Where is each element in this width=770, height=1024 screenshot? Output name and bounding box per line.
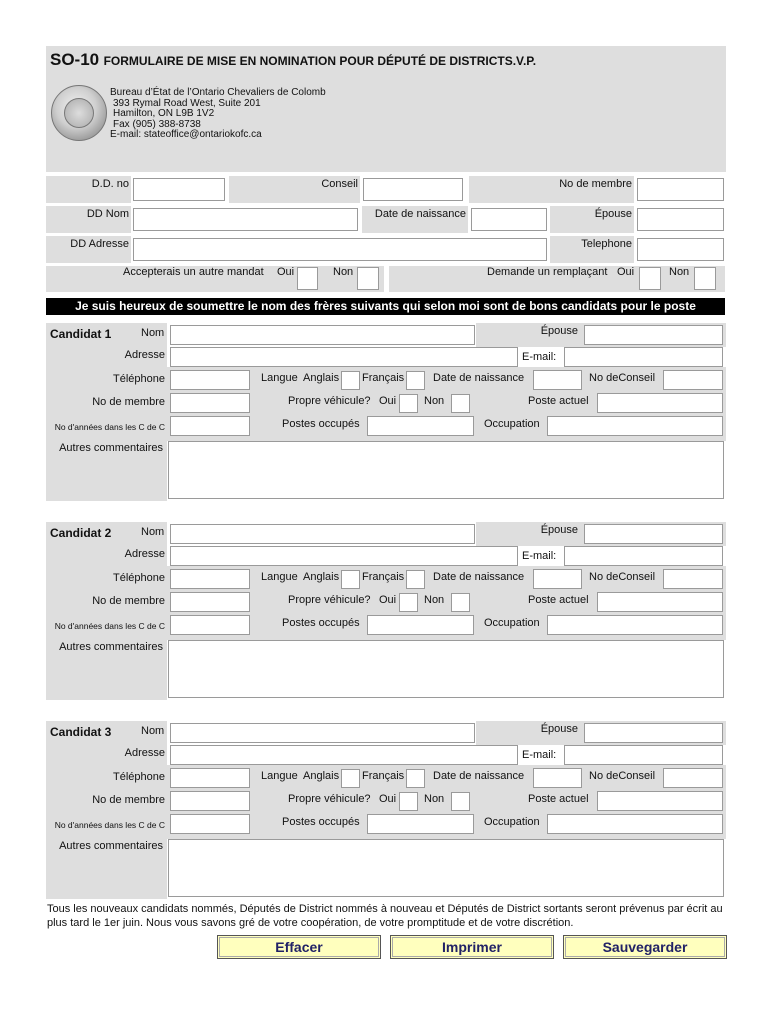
langue-label: Langue xyxy=(261,571,298,583)
vehicule-label: Propre véhicule? xyxy=(288,395,371,407)
no-conseil-label: No deConseil xyxy=(589,372,656,384)
vehicule-non-label: Non xyxy=(424,594,445,606)
adresse-label: Adresse xyxy=(124,548,165,560)
candidate-email-field[interactable] xyxy=(564,745,723,765)
save-button[interactable]: Sauvegarder xyxy=(563,935,727,959)
francais-checkbox[interactable] xyxy=(406,769,425,788)
candidate-occupation-field[interactable] xyxy=(547,615,723,635)
candidate-date-field[interactable] xyxy=(533,569,582,589)
candidate-conseil-field[interactable] xyxy=(663,569,723,589)
commentaires-label: Autres commentaires xyxy=(59,840,163,852)
vehicule-oui-checkbox[interactable] xyxy=(399,394,418,413)
candidate-adresse-field[interactable] xyxy=(170,347,518,367)
address-line: Bureau d’État de l’Ontario Chevaliers de Colomb xyxy=(110,87,326,98)
conseil-field[interactable] xyxy=(363,178,463,201)
email-label: E-mail: xyxy=(522,351,557,363)
annees-label: No d'années dans les C de C xyxy=(54,422,165,432)
anglais-label: Anglais xyxy=(303,770,340,782)
vehicule-oui-label: Oui xyxy=(379,793,397,805)
candidate-poste-field[interactable] xyxy=(597,393,723,413)
dd-nom-label: DD Nom xyxy=(86,208,129,220)
demande-non-label: Non xyxy=(669,266,690,278)
nom-label: Nom xyxy=(141,725,165,737)
dd-epouse-field[interactable] xyxy=(637,208,724,231)
candidate-membre-field[interactable] xyxy=(170,791,250,811)
postes-occupes-label: Postes occupés xyxy=(282,418,360,430)
candidate-annees-field[interactable] xyxy=(170,814,250,834)
epouse-label: Épouse xyxy=(540,723,578,735)
annees-label: No d'années dans les C de C xyxy=(54,820,165,830)
dd-nom-field[interactable] xyxy=(133,208,358,231)
anglais-checkbox[interactable] xyxy=(341,769,360,788)
dd-membre-label: No de membre xyxy=(559,178,632,190)
vehicule-non-checkbox[interactable] xyxy=(451,792,470,811)
clear-button[interactable]: Effacer xyxy=(217,935,381,959)
accepterais-non-checkbox[interactable] xyxy=(357,267,379,290)
date-naissance-label: Date de naissance xyxy=(433,571,525,583)
candidate-date-field[interactable] xyxy=(533,370,582,390)
candidate-occupation-field[interactable] xyxy=(547,416,723,436)
council-seal-icon xyxy=(51,85,107,141)
candidate-poste-field[interactable] xyxy=(597,791,723,811)
nom-label: Nom xyxy=(141,327,165,339)
accepterais-oui-checkbox[interactable] xyxy=(297,267,318,290)
email-label: E-mail: xyxy=(522,749,557,761)
no-membre-label: No de membre xyxy=(92,396,165,408)
dd-date-label: Date de naissance xyxy=(374,208,466,220)
francais-label: Français xyxy=(362,770,405,782)
candidate-nom-field[interactable] xyxy=(170,524,475,544)
poste-actuel-label: Poste actuel xyxy=(528,594,589,606)
francais-label: Français xyxy=(362,571,405,583)
francais-label: Français xyxy=(362,372,405,384)
dd-no-label: D.D. no xyxy=(91,178,129,190)
candidate-epouse-field[interactable] xyxy=(584,524,723,544)
vehicule-non-checkbox[interactable] xyxy=(451,593,470,612)
candidate-telephone-field[interactable] xyxy=(170,370,250,390)
langue-label: Langue xyxy=(261,372,298,384)
dd-adresse-field[interactable] xyxy=(133,238,547,261)
candidate-membre-field[interactable] xyxy=(170,592,250,612)
dd-no-field[interactable] xyxy=(133,178,225,201)
no-conseil-label: No deConseil xyxy=(589,770,656,782)
dd-epouse-label: Épouse xyxy=(594,208,632,220)
anglais-checkbox[interactable] xyxy=(341,371,360,390)
no-conseil-label: No deConseil xyxy=(589,571,656,583)
demande-oui-checkbox[interactable] xyxy=(639,267,661,290)
candidate-postes-field[interactable] xyxy=(367,615,474,635)
vehicule-label: Propre véhicule? xyxy=(288,594,371,606)
candidate-nom-field[interactable] xyxy=(170,723,475,743)
poste-actuel-label: Poste actuel xyxy=(528,793,589,805)
vehicule-oui-label: Oui xyxy=(379,594,397,606)
date-naissance-label: Date de naissance xyxy=(433,372,525,384)
anglais-checkbox[interactable] xyxy=(341,570,360,589)
anglais-label: Anglais xyxy=(303,372,340,384)
candidate-conseil-field[interactable] xyxy=(663,370,723,390)
postes-occupes-label: Postes occupés xyxy=(282,816,360,828)
commentaires-label: Autres commentaires xyxy=(59,641,163,653)
candidate-title: Candidat 1 xyxy=(50,327,112,341)
dd-membre-field[interactable] xyxy=(637,178,724,201)
address-line: E-mail: stateoffice@ontariokofc.ca xyxy=(110,129,262,140)
epouse-label: Épouse xyxy=(540,325,578,337)
office-address xyxy=(110,88,326,141)
candidate-membre-field[interactable] xyxy=(170,393,250,413)
demande-label: Demande un remplaçant xyxy=(487,266,608,278)
vehicule-oui-checkbox[interactable] xyxy=(399,792,418,811)
candidate-epouse-field[interactable] xyxy=(584,325,723,345)
adresse-label: Adresse xyxy=(124,747,165,759)
vehicule-oui-label: Oui xyxy=(379,395,397,407)
candidate-date-field[interactable] xyxy=(533,768,582,788)
francais-checkbox[interactable] xyxy=(406,570,425,589)
dd-date-field[interactable] xyxy=(471,208,547,231)
accepterais-label: Accepterais un autre mandat xyxy=(123,266,264,278)
demande-oui-label: Oui xyxy=(617,266,635,278)
candidate-epouse-field[interactable] xyxy=(584,723,723,743)
form-code: SO-10 xyxy=(50,50,100,69)
dd-adresse-label: DD Adresse xyxy=(70,238,129,250)
francais-checkbox[interactable] xyxy=(406,371,425,390)
candidate-title: Candidat 3 xyxy=(50,725,112,739)
form-title-text: FORMULAIRE DE MISE EN NOMINATION POUR DÉPUTÉ DE DISTRICTS.V.P. xyxy=(103,54,537,68)
candidate-nom-field[interactable] xyxy=(170,325,475,345)
occupation-label: Occupation xyxy=(484,617,540,629)
candidate-conseil-field[interactable] xyxy=(663,768,723,788)
form-title xyxy=(50,50,536,70)
candidate-commentaires-field[interactable] xyxy=(168,640,724,698)
poste-actuel-label: Poste actuel xyxy=(528,395,589,407)
print-button[interactable]: Imprimer xyxy=(390,935,554,959)
candidate-email-field[interactable] xyxy=(564,546,723,566)
candidate-annees-field[interactable] xyxy=(170,416,250,436)
accepterais-non-label: Non xyxy=(333,266,354,278)
conseil-label: Conseil xyxy=(321,178,358,190)
candidate-telephone-field[interactable] xyxy=(170,768,250,788)
candidate-email-field[interactable] xyxy=(564,347,723,367)
instruction-banner: Je suis heureux de soumettre le nom des frères suivants qui selon moi sont de bons candidats pour le poste xyxy=(46,298,725,315)
accepterais-oui-label: Oui xyxy=(277,266,295,278)
vehicule-label: Propre véhicule? xyxy=(288,793,371,805)
candidate-title: Candidat 2 xyxy=(50,526,112,540)
candidate-adresse-field[interactable] xyxy=(170,546,518,566)
notice-text: Tous les nouveaux candidats nommés, Députés de District nommés à nouveau et Députés de District sortants seront prévenus par écrit au plus tard le 1er juin. Nous vous savons gré de votre coopération, de votre promptitude et de votre discrétion. xyxy=(47,903,723,929)
adresse-label: Adresse xyxy=(124,349,165,361)
demande-non-checkbox[interactable] xyxy=(694,267,716,290)
candidate-occupation-field[interactable] xyxy=(547,814,723,834)
email-label: E-mail: xyxy=(522,550,557,562)
vehicule-non-checkbox[interactable] xyxy=(451,394,470,413)
telephone-label: Téléphone xyxy=(113,572,165,584)
vehicule-non-label: Non xyxy=(424,793,445,805)
candidate-commentaires-field[interactable] xyxy=(168,441,724,499)
address-line: Hamilton, ON L9B 1V2 xyxy=(113,108,215,119)
candidate-postes-field[interactable] xyxy=(367,416,474,436)
telephone-label: Téléphone xyxy=(113,771,165,783)
vehicule-non-label: Non xyxy=(424,395,445,407)
annees-label: No d'années dans les C de C xyxy=(54,621,165,631)
date-naissance-label: Date de naissance xyxy=(433,770,525,782)
postes-occupes-label: Postes occupés xyxy=(282,617,360,629)
candidate-commentaires-field[interactable] xyxy=(168,839,724,897)
epouse-label: Épouse xyxy=(540,524,578,536)
anglais-label: Anglais xyxy=(303,571,340,583)
vehicule-oui-checkbox[interactable] xyxy=(399,593,418,612)
occupation-label: Occupation xyxy=(484,816,540,828)
candidate-annees-field[interactable] xyxy=(170,615,250,635)
dd-telephone-label: Telephone xyxy=(581,238,632,250)
address-line: Fax (905) 388-8738 xyxy=(113,118,201,130)
candidate-adresse-field[interactable] xyxy=(170,745,518,765)
nom-label: Nom xyxy=(141,526,165,538)
langue-label: Langue xyxy=(261,770,298,782)
candidate-postes-field[interactable] xyxy=(367,814,474,834)
address-line: 393 Rymal Road West, Suite 201 xyxy=(113,97,261,109)
no-membre-label: No de membre xyxy=(92,794,165,806)
no-membre-label: No de membre xyxy=(92,595,165,607)
telephone-label: Téléphone xyxy=(113,373,165,385)
commentaires-label: Autres commentaires xyxy=(59,442,163,454)
occupation-label: Occupation xyxy=(484,418,540,430)
candidate-poste-field[interactable] xyxy=(597,592,723,612)
dd-telephone-field[interactable] xyxy=(637,238,724,261)
candidate-telephone-field[interactable] xyxy=(170,569,250,589)
